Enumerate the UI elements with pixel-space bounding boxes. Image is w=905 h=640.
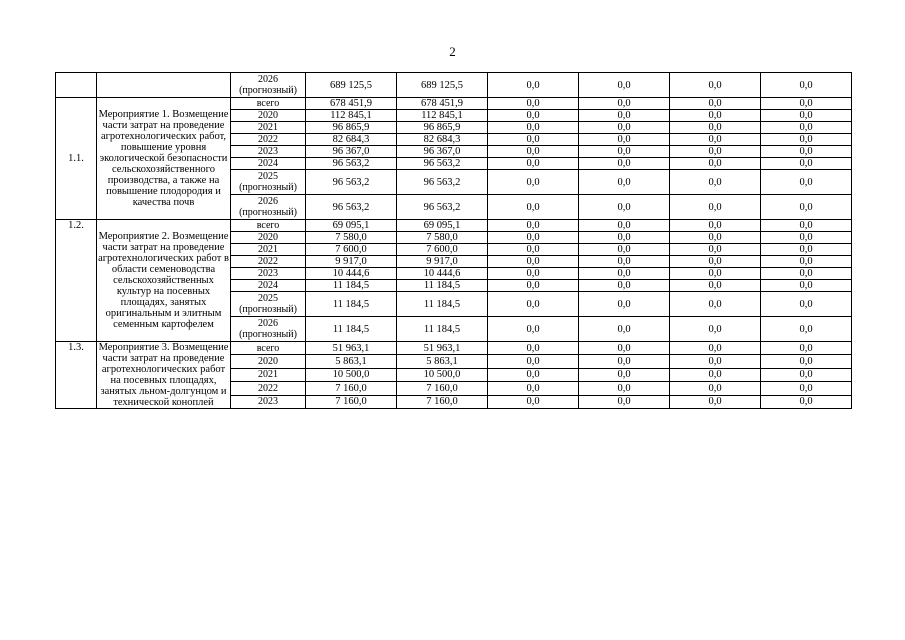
- value-cell: 0,0: [488, 244, 579, 256]
- value-cell: 0,0: [579, 244, 670, 256]
- value-cell: 0,0: [670, 368, 761, 381]
- year-cell: 2023: [231, 146, 306, 158]
- value-cell: 0,0: [761, 268, 852, 280]
- year-cell: всего: [231, 342, 306, 355]
- measure-number-cell: [56, 73, 97, 98]
- value-cell: 0,0: [488, 280, 579, 292]
- value-cell: 7 600,0: [306, 244, 397, 256]
- value-cell: 0,0: [761, 382, 852, 395]
- value-cell: 96 865,9: [397, 122, 488, 134]
- value-cell: 0,0: [579, 195, 670, 220]
- value-cell: 96 367,0: [306, 146, 397, 158]
- value-cell: 11 184,5: [306, 280, 397, 292]
- value-cell: 0,0: [488, 268, 579, 280]
- value-cell: 0,0: [761, 195, 852, 220]
- year-cell: 2025 (прогнозный): [231, 170, 306, 195]
- value-cell: 0,0: [761, 342, 852, 355]
- value-cell: 96 865,9: [306, 122, 397, 134]
- value-cell: 0,0: [761, 317, 852, 342]
- value-cell: 0,0: [761, 98, 852, 110]
- value-cell: 0,0: [488, 158, 579, 170]
- value-cell: 0,0: [761, 280, 852, 292]
- year-cell: 2024: [231, 280, 306, 292]
- value-cell: 0,0: [670, 73, 761, 98]
- value-cell: 0,0: [761, 158, 852, 170]
- value-cell: 0,0: [579, 280, 670, 292]
- year-cell: 2022: [231, 134, 306, 146]
- value-cell: 11 184,5: [306, 292, 397, 317]
- year-cell: всего: [231, 220, 306, 232]
- value-cell: 0,0: [579, 395, 670, 408]
- value-cell: 0,0: [579, 220, 670, 232]
- value-cell: 689 125,5: [306, 73, 397, 98]
- value-cell: 0,0: [488, 256, 579, 268]
- table-body: [56, 73, 852, 409]
- value-cell: 10 444,6: [306, 268, 397, 280]
- value-cell: 82 684,3: [306, 134, 397, 146]
- page-number: 2: [449, 44, 456, 59]
- value-cell: 69 095,1: [397, 220, 488, 232]
- year-cell: 2022: [231, 382, 306, 395]
- value-cell: 0,0: [488, 146, 579, 158]
- year-cell: 2023: [231, 268, 306, 280]
- value-cell: 678 451,9: [306, 98, 397, 110]
- value-cell: 96 563,2: [397, 158, 488, 170]
- value-cell: 678 451,9: [397, 98, 488, 110]
- year-cell: 2021: [231, 368, 306, 381]
- measure-name-cell: [97, 73, 231, 98]
- value-cell: 112 845,1: [397, 110, 488, 122]
- value-cell: 82 684,3: [397, 134, 488, 146]
- value-cell: 0,0: [670, 122, 761, 134]
- value-cell: 0,0: [670, 232, 761, 244]
- value-cell: 0,0: [761, 292, 852, 317]
- value-cell: 0,0: [761, 73, 852, 98]
- value-cell: 0,0: [761, 220, 852, 232]
- value-cell: 51 963,1: [397, 342, 488, 355]
- measure-number: 1.1.: [56, 98, 97, 220]
- table-row: [56, 342, 852, 355]
- value-cell: 0,0: [579, 268, 670, 280]
- year-cell: 2020: [231, 355, 306, 368]
- value-cell: 10 500,0: [306, 368, 397, 381]
- value-cell: 0,0: [579, 170, 670, 195]
- value-cell: 0,0: [488, 355, 579, 368]
- value-cell: 5 863,1: [306, 355, 397, 368]
- value-cell: 0,0: [670, 146, 761, 158]
- value-cell: 96 563,2: [306, 170, 397, 195]
- measure-number: 1.3.: [56, 342, 97, 409]
- value-cell: 0,0: [579, 256, 670, 268]
- value-cell: 69 095,1: [306, 220, 397, 232]
- value-cell: 0,0: [761, 368, 852, 381]
- value-cell: 0,0: [670, 280, 761, 292]
- value-cell: 0,0: [488, 232, 579, 244]
- value-cell: 0,0: [670, 244, 761, 256]
- value-cell: 7 580,0: [397, 232, 488, 244]
- value-cell: 0,0: [761, 244, 852, 256]
- year-cell: 2021: [231, 244, 306, 256]
- value-cell: 0,0: [579, 292, 670, 317]
- value-cell: 0,0: [579, 98, 670, 110]
- year-cell: 2020: [231, 232, 306, 244]
- year-cell: 2026 (прогнозный): [231, 195, 306, 220]
- value-cell: 0,0: [670, 382, 761, 395]
- year-cell: 2022: [231, 256, 306, 268]
- value-cell: 0,0: [488, 395, 579, 408]
- value-cell: 5 863,1: [397, 355, 488, 368]
- value-cell: 7 580,0: [306, 232, 397, 244]
- value-cell: 0,0: [670, 395, 761, 408]
- value-cell: 11 184,5: [397, 292, 488, 317]
- value-cell: 7 160,0: [397, 395, 488, 408]
- value-cell: 0,0: [579, 73, 670, 98]
- value-cell: 0,0: [579, 355, 670, 368]
- value-cell: 0,0: [488, 220, 579, 232]
- value-cell: 96 563,2: [397, 195, 488, 220]
- value-cell: 0,0: [488, 382, 579, 395]
- value-cell: 0,0: [670, 292, 761, 317]
- year-cell: всего: [231, 98, 306, 110]
- value-cell: 10 500,0: [397, 368, 488, 381]
- value-cell: 7 160,0: [397, 382, 488, 395]
- value-cell: 0,0: [761, 134, 852, 146]
- value-cell: 0,0: [761, 110, 852, 122]
- value-cell: 7 600,0: [397, 244, 488, 256]
- year-cell: 2025 (прогнозный): [231, 292, 306, 317]
- value-cell: 7 160,0: [306, 382, 397, 395]
- value-cell: 11 184,5: [397, 317, 488, 342]
- value-cell: 0,0: [670, 195, 761, 220]
- value-cell: 0,0: [670, 170, 761, 195]
- year-cell: 2024: [231, 158, 306, 170]
- value-cell: 0,0: [579, 368, 670, 381]
- value-cell: 0,0: [579, 110, 670, 122]
- value-cell: 0,0: [761, 256, 852, 268]
- value-cell: 0,0: [488, 292, 579, 317]
- value-cell: 0,0: [488, 73, 579, 98]
- value-cell: 51 963,1: [306, 342, 397, 355]
- value-cell: 0,0: [488, 110, 579, 122]
- value-cell: 0,0: [579, 134, 670, 146]
- value-cell: 689 125,5: [397, 73, 488, 98]
- value-cell: 0,0: [488, 195, 579, 220]
- value-cell: 0,0: [761, 395, 852, 408]
- measure-name: Мероприятие 3. Возмещение части затрат на проведение агротехнологических работ на посевных площадях, занятых льном-долгунцом и технической коноплей: [97, 342, 231, 409]
- measure-name: Мероприятие 2. Возмещение части затрат на проведение агротехнологических работ в области семеноводства сельскохозяйственных культур на посевных площадях, занятых оригинальным и элитным семенным картофелем: [97, 220, 231, 342]
- value-cell: 9 917,0: [397, 256, 488, 268]
- value-cell: 0,0: [761, 232, 852, 244]
- year-cell: 2023: [231, 395, 306, 408]
- measure-name: Мероприятие 1. Возмещение части затрат на проведение агротехнологических работ, повышение уровня экологической безопасности сельскохозяйственного производства, а также на повышение плодородия и качества почв: [97, 98, 231, 220]
- value-cell: 0,0: [670, 134, 761, 146]
- measure-number: 1.2.: [56, 220, 97, 342]
- value-cell: 0,0: [488, 98, 579, 110]
- value-cell: 0,0: [670, 158, 761, 170]
- year-cell: 2020: [231, 110, 306, 122]
- value-cell: 96 563,2: [306, 158, 397, 170]
- year-cell: 2026 (прогнозный): [231, 317, 306, 342]
- value-cell: 96 563,2: [397, 170, 488, 195]
- value-cell: 0,0: [761, 170, 852, 195]
- value-cell: 0,0: [579, 317, 670, 342]
- value-cell: 0,0: [488, 342, 579, 355]
- value-cell: 0,0: [761, 355, 852, 368]
- value-cell: 0,0: [670, 98, 761, 110]
- value-cell: 7 160,0: [306, 395, 397, 408]
- year-cell: 2021: [231, 122, 306, 134]
- value-cell: 0,0: [579, 122, 670, 134]
- value-cell: 0,0: [579, 158, 670, 170]
- value-cell: 0,0: [488, 122, 579, 134]
- value-cell: 0,0: [670, 220, 761, 232]
- value-cell: 11 184,5: [306, 317, 397, 342]
- value-cell: 96 563,2: [306, 195, 397, 220]
- table-row: [56, 220, 852, 232]
- value-cell: 10 444,6: [397, 268, 488, 280]
- value-cell: 0,0: [670, 268, 761, 280]
- value-cell: 0,0: [579, 382, 670, 395]
- table-row: [56, 98, 852, 110]
- value-cell: 9 917,0: [306, 256, 397, 268]
- value-cell: 0,0: [579, 232, 670, 244]
- value-cell: 0,0: [670, 355, 761, 368]
- table-row: [56, 73, 852, 98]
- value-cell: 0,0: [670, 342, 761, 355]
- value-cell: 96 367,0: [397, 146, 488, 158]
- value-cell: 0,0: [488, 317, 579, 342]
- value-cell: 0,0: [761, 146, 852, 158]
- value-cell: 0,0: [579, 342, 670, 355]
- year-cell: 2026 (прогнозный): [231, 73, 306, 98]
- value-cell: 0,0: [670, 110, 761, 122]
- value-cell: 112 845,1: [306, 110, 397, 122]
- value-cell: 0,0: [670, 317, 761, 342]
- value-cell: 0,0: [761, 122, 852, 134]
- value-cell: 0,0: [579, 146, 670, 158]
- value-cell: 11 184,5: [397, 280, 488, 292]
- value-cell: 0,0: [670, 256, 761, 268]
- value-cell: 0,0: [488, 134, 579, 146]
- value-cell: 0,0: [488, 170, 579, 195]
- budget-table: [55, 72, 852, 409]
- value-cell: 0,0: [488, 368, 579, 381]
